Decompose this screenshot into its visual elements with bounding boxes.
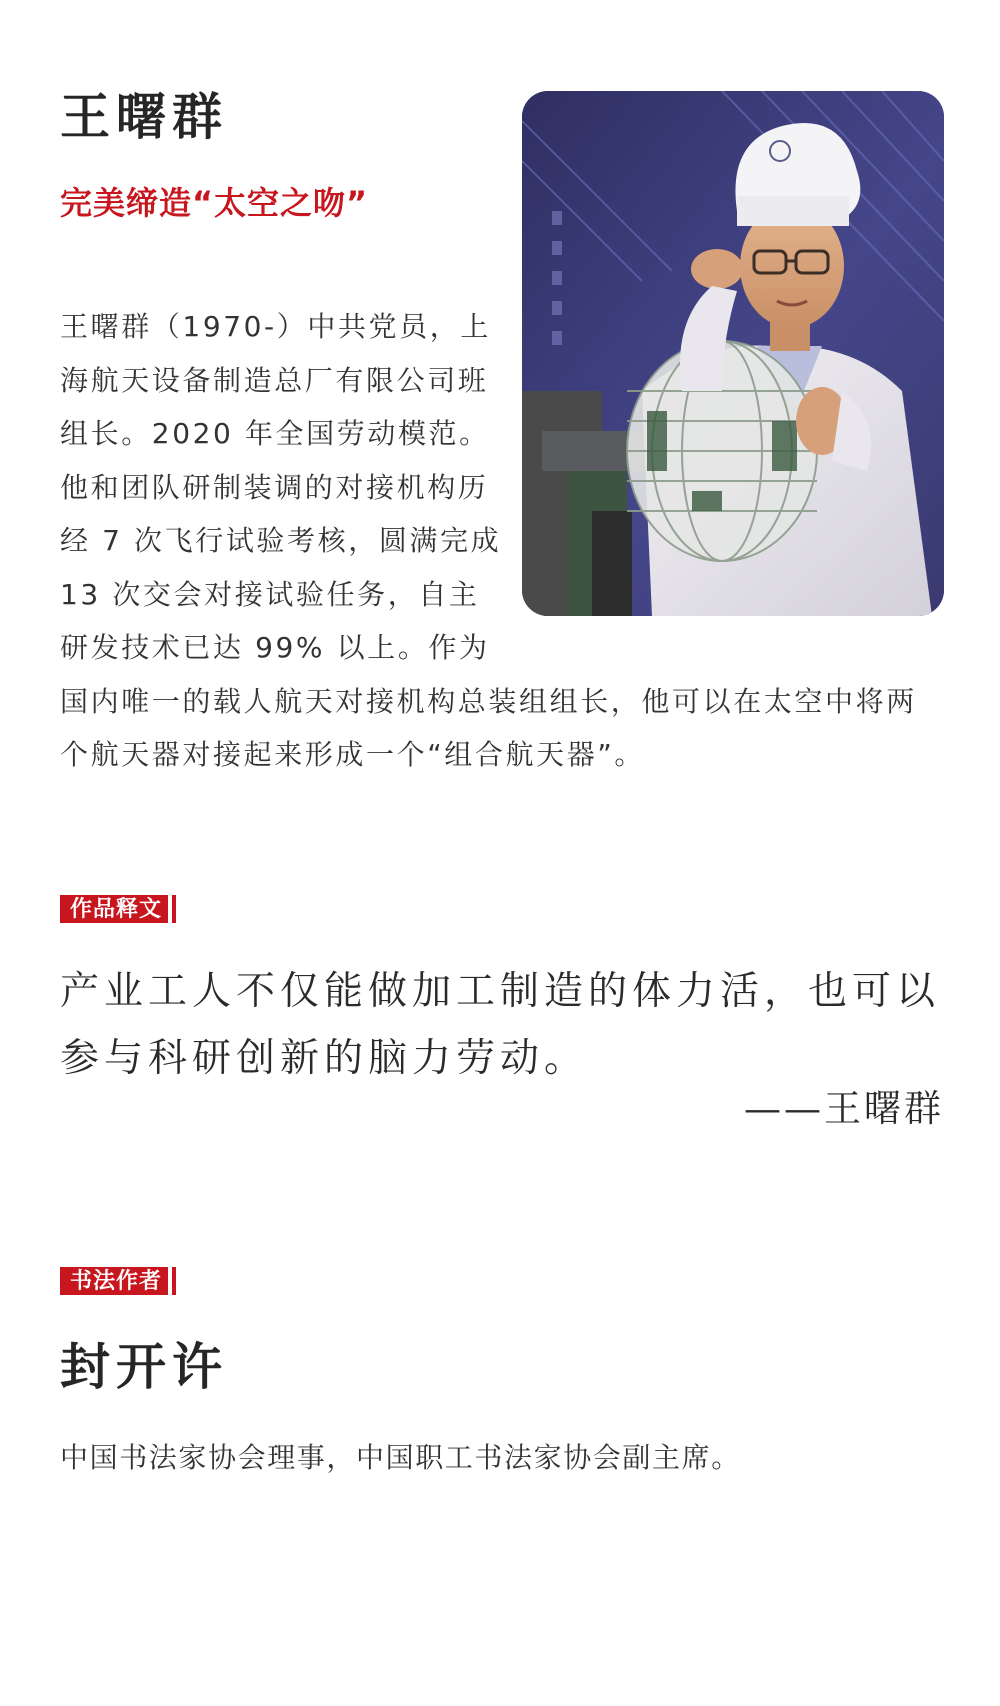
quote-text: 产业工人不仅能做加工制造的体力活，也可以参与科研创新的脑力劳动。 [60,969,941,1081]
person-name: 王曙群 [60,88,228,146]
biography-content: 王曙群（1970-）中共党员，上海航天设备制造总厂有限公司班组长。2020 年全国劳动模范。他和团队研制装调的对接机构历经 7 次飞行试验考核，圆满完成 13 次交会对接试验任务，自主研发技术已达 99% 以上。作为国内唯一的载人航天对接机构总装组组长，他可以在太空中将两个航天器对接起来形成一个“组合航天器”。 [60,310,917,771]
section-tag-bar [172,1267,176,1295]
quote-attribution: ——王曙群 [744,1087,944,1130]
biography-text [60,300,946,782]
artist-name: 封开许 [60,1338,228,1396]
section-tag-work [60,895,176,923]
subtitle: 完美缔造“太空之吻” [60,184,369,222]
artist-description: 中国书法家协会理事，中国职工书法家协会副主席。 [60,1441,741,1474]
section-tag-bar [172,895,176,923]
section-tag-artist-label: 书法作者 [60,1267,168,1295]
section-tag-work-label: 作品释文 [60,895,168,923]
section-tag-artist [60,1267,176,1295]
photo-spacer [510,300,946,622]
